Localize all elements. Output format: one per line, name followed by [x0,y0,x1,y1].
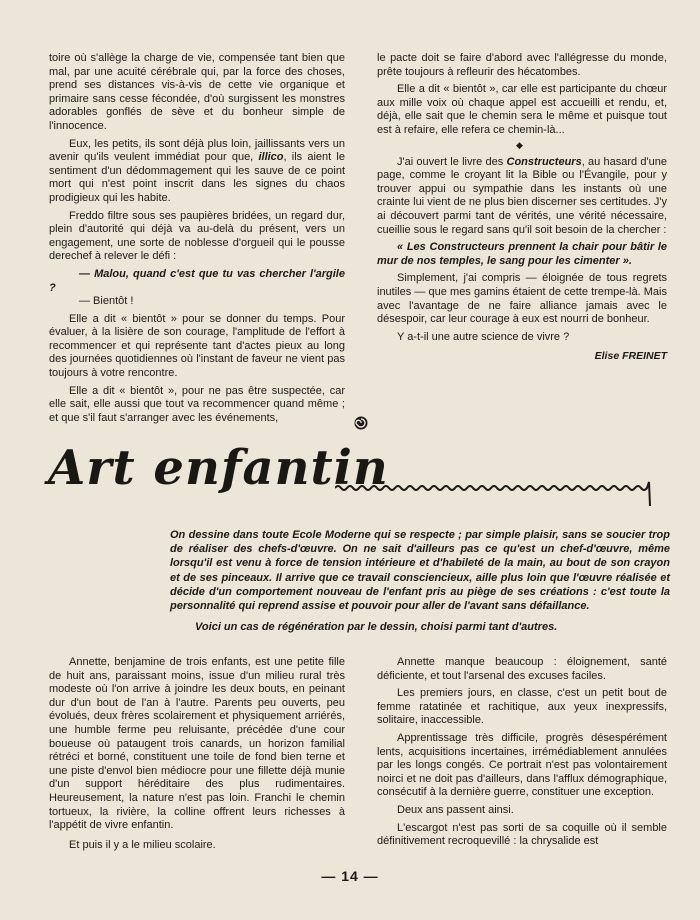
text-run: Eux, les petits, ils sont déjà plus loin, jaillissants vers un avenir qu'ils veulent immédiat pour que, [49,137,345,164]
paragraph: le pacte doit se faire d'abord avec l'allégresse du monde, prête toujours à refleurir des hécatombes. [377,52,667,78]
dialogue-line: — Bientôt ! [79,295,134,308]
paragraph: Annette, benjamine de trois enfants, est une petite fille de huit ans, paraissant moins, issue d'un milieu rural très modeste où l'on arrive à joindre les deux bouts, en peinant dur d'un bout de l'an à l'autre. Parents peu ouverts, peu évolués, deux frères scolairement et physiquement arriérés, une humble ferme peu reluisante, précédée d'une cour boueuse où pataugent trois canards, un horizon familial rétréci et borné, constituent une toile de fond bien terne et une piste d'envol bien médiocre pour une fillette déjà munie d'un support héréditaire des plus rudimentaires. Heureusement, la nature n'est pas loin. Franchi le chemin tortueux, la rivière, la colline offrent leurs richesses à l'appétit de vivre enfantin. [49,656,345,832]
paragraph: Les premiers jours, en classe, c'est un petit bout de femme ratatinée et rachitique, aux yeux inexpressifs, solitaire, inaccessible. [377,687,667,727]
page-number: — 14 — [321,868,379,884]
paragraph: Elle a dit « bientôt » pour se donner du temps. Pour évaluer, à la lisière de son courage, l'amplitude de l'effort à recommencer et qui représente tant d'actes pieux au long des journées quotidiennes où l'instant de faveur ne vient pas toujours à votre rencontre. [49,312,345,380]
text-run: J'ai ouvert le livre des [397,155,507,168]
paragraph [49,138,345,206]
section-header [40,440,680,510]
paragraph: Et puis il y a le milieu scolaire. [69,838,216,851]
text-run: , au hasard d'une page, comme le croyant lit la Bible ou l'Évangile, pour y trouver appui ou sympathie dans les instants où une crainte lui vient de ne plus bien discerner ses certitudes. J'y ai découvert parmi tant de vérités, une vérité nécessaire, cueillie sous le regard sans qu'il soit besoin de la chercher : [377,155,667,236]
paragraph: L'escargot n'est pas sorti de sa coquille où il semble définitivement recroquevillé : la chrysalide est [377,821,667,848]
paragraph: toire où s'allège la charge de vie, compensée tant bien que mal, par une acuité cérébrale qui, par la force des choses, prend ses distances vis-à-vis de cette vie organique et primaire sans cesse fécondée, d'où surgissent les monstres adorables gonflés de sève et du bonheur simple de l'innocence. [49,52,345,132]
bottom-left-column [49,656,345,856]
paragraph: Elle a dit « bientôt », pour ne pas être suspectée, car elle sait, elle aussi que tout va recommencer quand même ; et que s'il faut s'arranger avec les événements, [49,384,345,424]
section-title: Art enfantin [48,440,389,496]
paragraph: Apprentissage très difficile, progrès désespérément lents, acquisitions incertaines, irrémédiablement annulées par les longs congés. Ce portrait n'est pas volontairement noirci et ne doit pas d'ailleurs, dans l'afflux démographique, consécutif à la dernière guerre, constituer une exception. [377,731,667,799]
wavy-underline-icon [335,470,675,510]
paragraph [377,156,667,238]
paragraph: Elle a dit « bientôt », car elle est participante du chœur aux mille voix où chaque appel est accueilli et rendu, et, déjà, elle sait que le chemin sera le même et puisque tout est à refaire, elle refera ce chemin-là... [377,83,667,136]
intro-subline: Voici un cas de régénération par le dessin, choisi parmi tant d'autres. [195,621,558,633]
section-intro [170,528,670,613]
spiral-ornament-icon [353,415,369,431]
text-run: , ils aient le sentiment d'un dédommagement qui les sauve de ce point mort qui n'est point inscrit dans les signes du chaos prodigieux qui les habite. [49,151,345,204]
emphasis: Constructeurs [506,155,582,168]
paragraph: Annette manque beaucoup : éloignement, santé déficiente, et tout l'arsenal des excuses faciles. [377,656,667,682]
paragraph: Deux ans passent ainsi. [397,803,514,816]
emphasis: illico [258,151,284,164]
diamond-separator-icon: ◆ [516,140,523,150]
top-left-column [49,52,345,429]
paragraph: Y a-t-il une autre science de vivre ? [397,330,570,343]
author-signature: Elise FREINET [594,350,667,363]
paragraph: Simplement, j'ai compris — éloignée de tous regrets inutiles — que mes gamins étaient de cette trempe-là. Mais avec l'avantage de ne faire alliance jamais avec le désespoir, car leur courage à eux est nourri de bonheur. [377,272,667,326]
paragraph: Freddo filtre sous ses paupières bridées, un regard dur, plein d'autorité qui déjà va au-delà du présent, vers un engagement, une sorte de noblesse d'orgueil qui le pousse derechef à relever le défi : [49,209,345,263]
dialogue-line: — Malou, quand c'est que tu vas chercher l'argile ? [49,267,345,294]
intro-text: On dessine dans toute Ecole Moderne qui se respecte ; par simple plaisir, sans se soucier trop de réaliser des chefs-d'œuvre. On ne sait d'ailleurs pas ce qu'est un chef-d'œuvre, même lorsqu'il est venu à force de tension intérieure et d'habileté de la main, au bout de son crayon et de ses pinceaux. Il arrive que ce travail consciencieux, aille plus loin que l'œuvre réalisée et décide d'un comportement nouveau de l'enfant pris au piège de ses créations : c'est toute la personnalité qui reprend assise et pouvoir pour aller de l'avant sans défaillance. [170,529,670,613]
bottom-right-column [377,656,667,853]
top-right-column [377,52,667,364]
quotation: « Les Constructeurs prennent la chair pour bâtir le mur de nos temples, le sang pour les cimenter ». [377,241,667,267]
